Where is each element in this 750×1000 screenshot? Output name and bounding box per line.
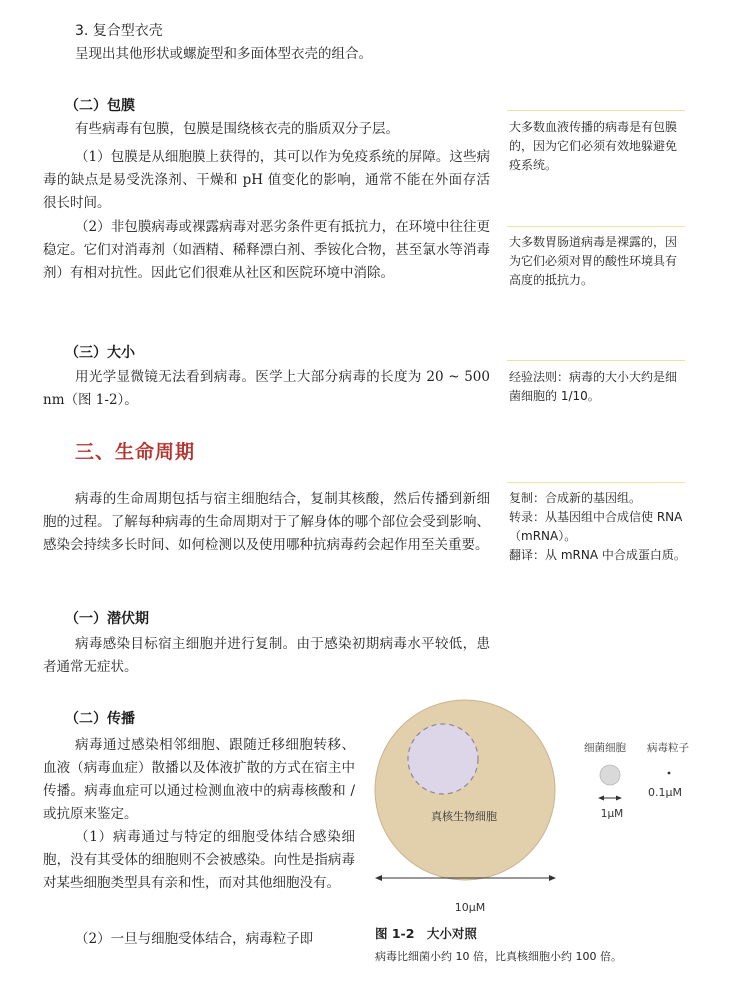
lifecycle-heading: 三、生命周期 <box>75 441 196 463</box>
eukaryote-size-label: 10μM <box>454 901 486 914</box>
composite-capsid-heading: 3. 复合型衣壳 <box>75 23 163 39</box>
virus-label: 病毒粒子 <box>647 742 689 754</box>
size-paragraph: 用光学显微镜无法看到病毒。医学上大部分病毒的长度为 20 ~ 500 nm（图 1-2）。 <box>43 369 490 408</box>
eukaryotic-cell-shape <box>375 700 555 880</box>
sidenote-rule-of-thumb: 经验法则：病毒的大小大约是细菌细胞的 1/10。 <box>509 370 678 403</box>
spread-paragraph-3: （2）一旦与细胞受体结合，病毒粒子即 <box>75 931 314 947</box>
sidenote-transcription: 转录：从基因组中合成信使 RNA（mRNA）。 <box>509 510 683 543</box>
sidenote-replication: 复制：合成新的基因组。 <box>509 491 642 505</box>
virus-particle-shape <box>668 772 671 775</box>
envelope-paragraph-1: 有些病毒有包膜，包膜是围绕核衣壳的脂质双分子层。 <box>75 121 399 137</box>
composite-capsid-text: 呈现出其他形状或螺旋型和多面体型衣壳的组合。 <box>75 46 372 62</box>
spread-paragraph-2: （1）病毒通过与特定的细胞受体结合感染细胞，没有其受体的细胞则不会被感染。向性是指病毒对某些细胞类型具有亲和性，而对其他细胞没有。 <box>43 829 355 891</box>
bacteria-size-label: 1μM <box>600 808 624 820</box>
bacteria-label: 细菌细胞 <box>584 742 626 754</box>
spread-paragraph-1: 病毒通过感染相邻细胞、跟随迁移细胞转移、血液（病毒血症）散播以及体液扩散的方式在宿主中传播。病毒血症可以通过检测血液中的病毒核酸和 / 或抗原来鉴定。 <box>43 737 355 822</box>
sidenote-divider <box>507 360 685 361</box>
eukaryote-scale-arrow-left <box>375 875 382 881</box>
bacteria-scale-arrow-right <box>616 796 622 801</box>
bacteria-scale-arrow-left <box>598 796 604 801</box>
envelope-paragraph-2: （1）包膜是从细胞膜上获得的，其可以作为免疫系统的屏障。这些病毒的缺点是易受洗涤剂、干燥和 pH 值变化的影响，通常不能在外面存活很长时间。 <box>43 149 490 211</box>
size-comparison-figure <box>368 686 708 918</box>
figure-caption-text: 病毒比细菌小约 10 倍，比真核细胞小约 100 倍。 <box>375 950 622 963</box>
envelope-paragraph-3: （2）非包膜病毒或裸露病毒对恶劣条件更有抵抗力，在环境中往往更稳定。它们对消毒剂（如酒精、稀释漂白剂、季铵化合物，甚至氯水等消毒剂）有相对抗性。因此它们很难从社区和医院环境中消除。 <box>43 219 490 281</box>
latency-paragraph: 病毒感染目标宿主细胞并进行复制。由于感染初期病毒水平较低，患者通常无症状。 <box>43 636 490 675</box>
latency-heading: （一）潜伏期 <box>65 611 149 627</box>
sidenote-divider <box>507 482 685 483</box>
lifecycle-paragraph: 病毒的生命周期包括与宿主细胞结合，复制其核酸，然后传播到新细胞的过程。了解每种病毒的生命周期对于了解身体的哪个部位会受到影响、感染会持续多长时间、如何检测以及使用哪种抗病毒药会起作用至关重要。 <box>43 491 490 553</box>
spread-heading: （二）传播 <box>65 711 135 727</box>
envelope-heading: （二）包膜 <box>65 98 135 114</box>
sidenote-divider <box>507 226 685 227</box>
bacteria-cell-shape <box>600 765 620 785</box>
nucleus-shape <box>408 724 478 794</box>
eukaryotic-cell-label: 真核生物细胞 <box>431 810 497 823</box>
sidenote-blood-viruses: 大多数血液传播的病毒是有包膜的，因为它们必须有效地躲避免疫系统。 <box>509 120 678 172</box>
figure-caption-title: 图 1-2 大小对照 <box>375 926 477 941</box>
size-heading: （三）大小 <box>65 345 135 361</box>
eukaryote-scale-arrow-right <box>549 875 556 881</box>
sidenote-definitions <box>509 489 687 565</box>
sidenote-divider <box>507 110 685 111</box>
sidenote-translation: 翻译：从 mRNA 中合成蛋白质。 <box>509 548 686 562</box>
virus-size-label: 0.1μM <box>648 786 682 799</box>
sidenote-gi-viruses: 大多数胃肠道病毒是裸露的，因为它们必须对胃的酸性环境具有高度的抵抗力。 <box>509 235 678 287</box>
